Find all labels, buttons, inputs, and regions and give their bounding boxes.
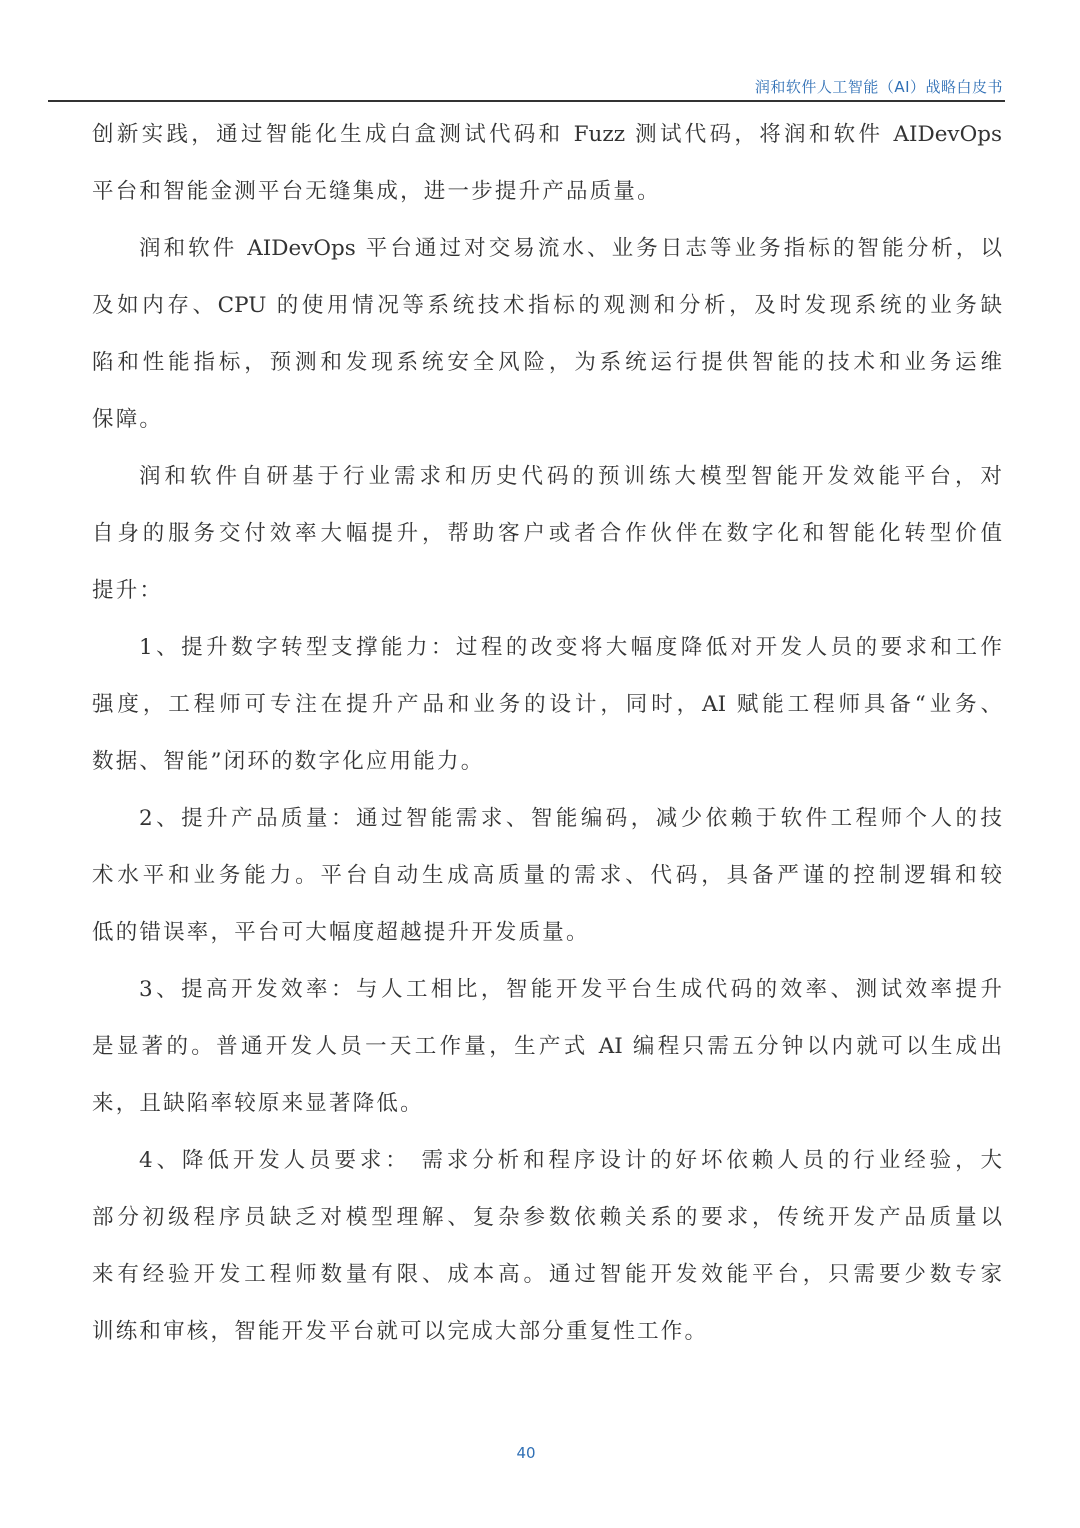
text-line: 4、降低开发人员要求： 需求分析和程序设计的好坏依赖人员的行业经验，大: [139, 1148, 1002, 1173]
text-line: 润和软件自研基于行业需求和历史代码的预训练大模型智能开发效能平台，对: [139, 464, 1002, 489]
text-line: 强度，工程师可专注在提升产品和业务的设计，同时，AI 赋能工程师具备“业务、: [92, 692, 1002, 717]
text-line: 2、提升产品质量：通过智能需求、智能编码，减少依赖于软件工程师个人的技: [139, 806, 1002, 831]
text-line: 数据、智能”闭环的数字化应用能力。: [92, 749, 485, 774]
paragraph: [92, 106, 1002, 220]
text-line: 部分初级程序员缺乏对模型理解、复杂参数依赖关系的要求，传统开发产品质量以: [92, 1205, 1002, 1230]
paragraph: [92, 220, 1002, 448]
text-line: 术水平和业务能力。平台自动生成高质量的需求、代码，具备严谨的控制逻辑和较: [92, 863, 1002, 888]
text-line: 3、提高开发效率：与人工相比，智能开发平台生成代码的效率、测试效率提升: [139, 977, 1002, 1002]
page-number: 40: [516, 1444, 536, 1462]
text-line: 创新实践，通过智能化生成白盒测试代码和 Fuzz 测试代码，将润和软件 AIDevOps: [92, 122, 1002, 147]
paragraph: [92, 961, 1002, 1132]
paragraph: [92, 448, 1002, 619]
text-line: 来，且缺陷率较原来显著降低。: [92, 1091, 424, 1116]
paragraph: [92, 619, 1002, 790]
text-line: 自身的服务交付效率大幅提升，帮助客户或者合作伙伴在数字化和智能化转型价值: [92, 521, 1002, 546]
text-line: 保障。: [92, 407, 164, 432]
text-line: 陷和性能指标，预测和发现系统安全风险，为系统运行提供智能的技术和业务运维: [92, 350, 1002, 375]
paragraph: [92, 1132, 1002, 1360]
text-line: 及如内存、CPU 的使用情况等系统技术指标的观测和分析，及时发现系统的业务缺: [92, 293, 1002, 318]
running-header-title: 润和软件人工智能（AI）战略白皮书: [754, 78, 1003, 96]
text-line: 润和软件 AIDevOps 平台通过对交易流水、业务日志等业务指标的智能分析，以: [139, 236, 1002, 261]
text-line: 提升：: [92, 578, 164, 603]
text-line: 1、提升数字转型支撑能力：过程的改变将大幅度降低对开发人员的要求和工作: [139, 635, 1002, 660]
text-line: 训练和审核，智能开发平台就可以完成大部分重复性工作。: [92, 1319, 709, 1344]
paragraph: [92, 790, 1002, 961]
text-line: 平台和智能金测平台无缝集成，进一步提升产品质量。: [92, 179, 661, 204]
text-line: 低的错误率，平台可大幅度超越提升开发质量。: [92, 920, 590, 945]
text-line: 是显著的。普通开发人员一天工作量，生产式 AI 编程只需五分钟以内就可以生成出: [92, 1034, 1002, 1059]
document-body: [92, 106, 1002, 1360]
header-divider: [48, 100, 1005, 102]
text-line: 来有经验开发工程师数量有限、成本高。通过智能开发效能平台，只需要少数专家: [92, 1262, 1002, 1287]
